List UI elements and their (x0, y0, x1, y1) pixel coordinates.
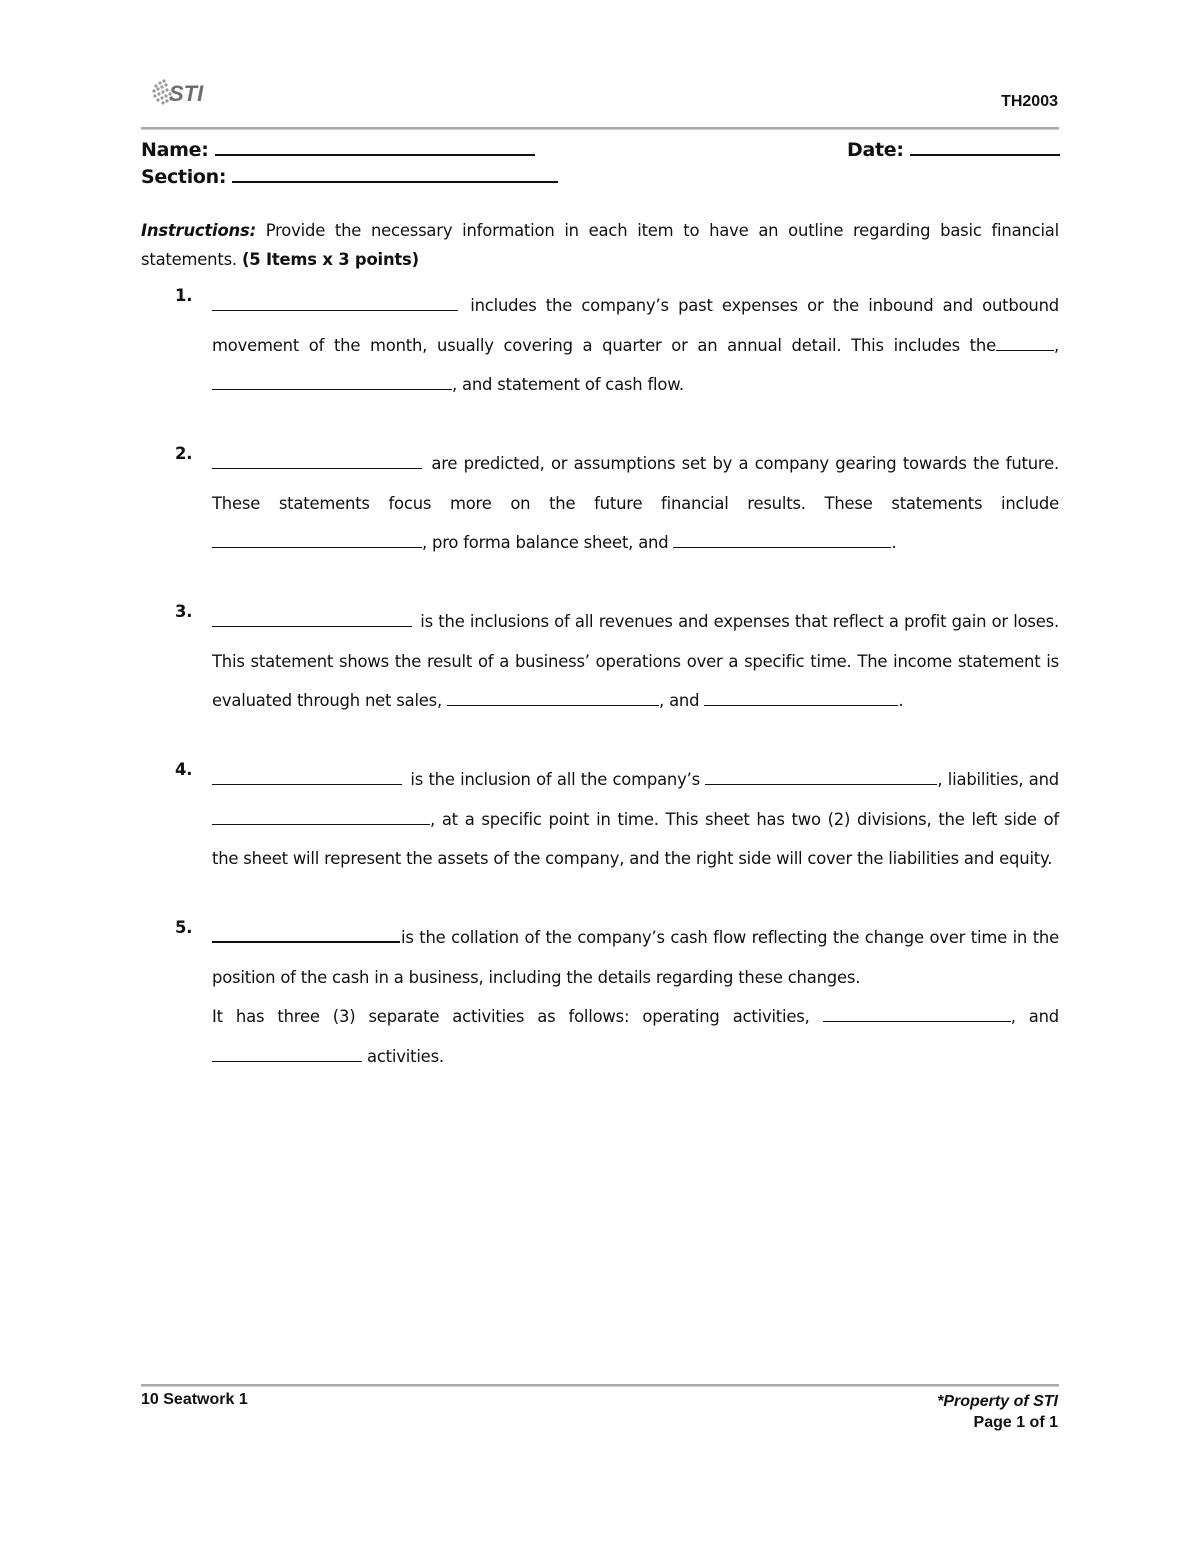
answer-blank[interactable] (212, 375, 452, 390)
item-text (212, 444, 1059, 563)
item-number: 5. (175, 918, 193, 937)
item-text-line (212, 997, 1059, 1037)
answer-blank[interactable] (447, 691, 659, 706)
footer-divider (141, 1384, 1059, 1387)
item-number: 3. (175, 602, 193, 621)
item-number: 2. (175, 444, 193, 463)
sti-logo (150, 76, 214, 108)
answer-blank[interactable] (212, 454, 422, 469)
section-label: Section: (141, 166, 227, 188)
answer-blank[interactable] (212, 296, 458, 311)
item-text (212, 602, 1059, 721)
footer-title: 10 Seatwork 1 (141, 1391, 248, 1408)
item-text (212, 286, 1059, 405)
answer-blank[interactable] (705, 770, 937, 785)
document-code: TH2003 (1001, 93, 1058, 110)
instructions-text: Provide the necessary information in each item to have an outline regarding basic financial statements. (141, 221, 1059, 269)
item-number: 1. (175, 286, 193, 305)
name-field (141, 139, 535, 161)
page-number: Page 1 of 1 (973, 1414, 1058, 1431)
date-blank[interactable] (910, 140, 1060, 156)
item-text-part: . (891, 533, 897, 552)
answer-blank[interactable] (212, 612, 412, 627)
answer-blank[interactable] (212, 770, 402, 785)
item-text-part: . (898, 691, 904, 710)
item-text-part: activities. (362, 1046, 444, 1066)
answer-blank[interactable] (704, 691, 898, 706)
answer-blank[interactable] (823, 1007, 1011, 1022)
name-blank[interactable] (215, 140, 535, 156)
item-text-part: is the inclusions of all revenues and expenses that reflect a profit gain or loses. This statement shows the result of a business’ operations over a specific time. The income statement is evaluated through net sales, (212, 612, 1059, 710)
instructions (141, 216, 1059, 274)
item-text-part: includes the company’s past expenses or the inbound and outbound movement of the month, usually covering a quarter or an annual detail. This includes the (212, 296, 1059, 355)
answer-blank[interactable] (212, 927, 400, 943)
footer-info (937, 1391, 1058, 1433)
item-text-part: , and (1010, 1007, 1059, 1026)
instructions-label: Instructions: (141, 221, 256, 240)
item-number: 4. (175, 760, 193, 779)
instructions-points: (5 Items x 3 points) (241, 250, 419, 269)
date-label: Date: (847, 139, 904, 161)
svg-text:STI: STI (169, 81, 204, 106)
section-blank[interactable] (232, 167, 558, 183)
item-text-part: is the collation of the company’s cash flow reflecting the change over time in the position of the cash in a business, including the details regarding these changes. (212, 928, 1059, 987)
item-text-part: It has three (3) separate activities as follows: operating activities, (212, 1007, 810, 1026)
date-field (847, 139, 1060, 161)
item-text-part: , at a specific point in time. This sheet has two (2) divisions, the left side of the sheet will represent the assets of the company, and the right side will cover the liabilities and equity. (212, 809, 1059, 868)
item-text-part: , (1053, 335, 1059, 355)
item-text (212, 760, 1059, 879)
section-field (141, 166, 558, 188)
item-text-part: , and (659, 691, 700, 710)
name-label: Name: (141, 139, 209, 161)
item-text-part: is the inclusion of all the company’s (405, 770, 700, 789)
property-note: *Property of STI (937, 1393, 1058, 1410)
item-text-part: , liabilities, and (937, 770, 1060, 789)
item-text (212, 918, 1059, 1076)
item-text-part: are predicted, or assumptions set by a company gearing towards the future. These statements focus more on the future financial results. These statements include (212, 454, 1059, 513)
item-text-part: , and statement of cash flow. (452, 375, 684, 394)
answer-blank[interactable] (673, 533, 891, 548)
answer-blank[interactable] (212, 533, 422, 548)
answer-blank[interactable] (996, 336, 1054, 351)
answer-blank[interactable] (212, 810, 430, 825)
answer-blank[interactable] (212, 1047, 362, 1062)
item-text-part: , pro forma balance sheet, and (422, 533, 669, 552)
header-divider (141, 127, 1059, 130)
